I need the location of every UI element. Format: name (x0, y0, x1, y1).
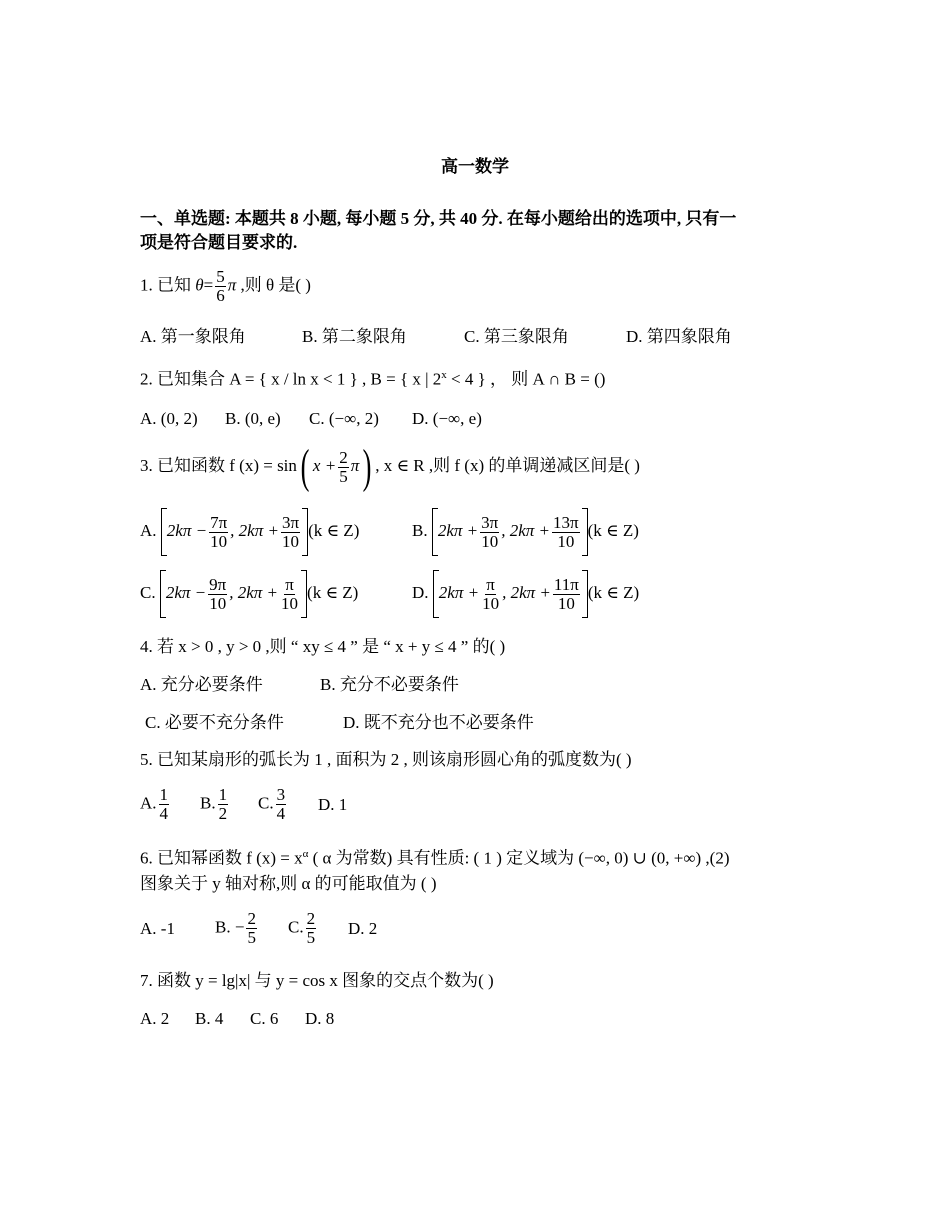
question-1-options (140, 328, 732, 345)
option-c: C. 必要不充分条件 (145, 713, 284, 732)
question-2: 2. 已知集合 A = { x / ln x < 1 } , B = { x | $2^x < 4$ } ， 则 A ∩ B = () (140, 369, 606, 389)
question-4-options-ab (140, 676, 459, 693)
question-4: 4. 若 x > 0 , y > 0 ,则 “ xy ≤ 4 ” 是 “ x + y ≤ 4 ” 的( ) (140, 637, 506, 656)
option-a: A. -1 (140, 918, 175, 938)
question-2-options (140, 410, 482, 427)
option-b: B. 第二象限角 (302, 327, 407, 346)
option-c: C. $\frac{2}{5}$ (288, 909, 316, 947)
option-b: B. − $\frac{2}{5}$ (215, 909, 256, 947)
option-c: C. (−∞, 2) (309, 409, 379, 428)
option-a: A. 充分必要条件 (140, 675, 263, 694)
option-d: D. 2 (348, 918, 378, 938)
option-a: A. (0, 2) (140, 409, 198, 428)
question-3: 3. 已知函数 f (x) = sin( x + $\frac{2}{5}$ π) , x ∈ R ,则 f (x) 的单调递减区间是( ) (140, 440, 640, 493)
question-3-options-cd (140, 570, 639, 618)
question-5-options (140, 786, 347, 823)
option-a: A. 2kπ − $\frac{7\pi}{10}$ , 2kπ + $\frac{3\pi}{10}$ (k ∈ Z) (140, 508, 412, 556)
option-b: B. 2kπ + $\frac{3\pi}{10}$ , 2kπ + $\frac{13\pi}{10}$ (k ∈ Z) (412, 508, 639, 556)
option-b: B. 4 (195, 1009, 224, 1028)
option-a: A. 2 (140, 1009, 170, 1028)
question-6-cont: 图象关于 y 轴对称,则 α 的可能取值为 ( ) (140, 874, 437, 893)
option-b: B. $\frac{1}{2}$ (200, 785, 228, 823)
section-heading: 一、单选题: 本题共 8 小题, 每小题 5 分, 共 40 分. 在每小题给出的选项中, 只有一 (140, 209, 737, 228)
option-d: D. (−∞, e) (412, 409, 482, 428)
option-a: A. $\frac{1}{4}$ (140, 785, 169, 823)
page-title: 高一数学 (441, 157, 509, 176)
question-4-options-cd (145, 714, 534, 731)
option-d: D. 既不充分也不必要条件 (343, 713, 534, 732)
question-1: 1. 已知 θ= $\frac{5}{6}$ π ,则 θ 是( ) (140, 267, 311, 305)
option-b: B. (0, e) (225, 409, 281, 428)
option-d: D. 8 (305, 1009, 335, 1028)
option-a: A. 第一象限角 (140, 327, 246, 346)
option-b: B. 充分不必要条件 (320, 675, 459, 694)
question-3-options-ab (140, 508, 639, 556)
option-c: C. 2kπ − $\frac{9\pi}{10}$ , 2kπ + $\frac{\pi}{10}$ (k ∈ Z) (140, 570, 412, 618)
question-7-options (140, 1010, 334, 1027)
question-6-options (140, 910, 377, 947)
option-d: D. 1 (318, 794, 348, 814)
option-d: D. 2kπ + $\frac{\pi}{10}$ , 2kπ + $\frac{11\pi}{10}$ (k ∈ Z) (412, 570, 639, 618)
option-d: D. 第四象限角 (626, 327, 732, 346)
section-heading-cont: 项是符合题目要求的. (140, 233, 298, 252)
question-6: 6. 已知幂函数 f $(x) = x^\alpha$ ( α 为常数) 具有性质: ( 1 ) 定义域为 (−∞, 0) ∪ (0, +∞) ,(2) (140, 848, 730, 868)
option-c: C. 6 (250, 1009, 279, 1028)
option-c: C. $\frac{3}{4}$ (258, 785, 286, 823)
question-5: 5. 已知某扇形的弧长为 1 , 面积为 2 , 则该扇形圆心角的弧度数为( ) (140, 750, 632, 769)
option-c: C. 第三象限角 (464, 327, 569, 346)
question-7: 7. 函数 y = lg|x| 与 y = cos x 图象的交点个数为( ) (140, 971, 494, 990)
